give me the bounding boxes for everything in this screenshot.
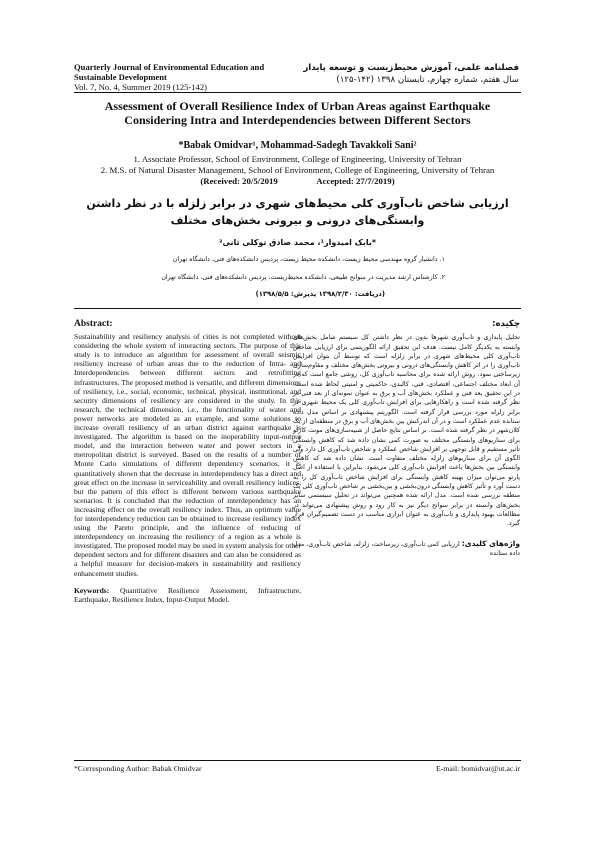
section-rule	[74, 308, 521, 309]
journal-header-en	[74, 62, 304, 92]
abstract-title-fa: چکیده:	[492, 319, 520, 329]
journal-name-fa: فصلنامه علمی، آموزش محیط‌زیست و توسعه پایدار	[303, 63, 519, 73]
paper-title-en: Assessment of Overall Resilience Index of Urban Areas against Earthquake Considering Intra and Interdependencies between Different Sectors	[104, 99, 491, 127]
journal-volume-en: Vol. 7, No. 4, Summer 2019 (125-142)	[74, 82, 208, 92]
keywords-label-en: Keywords:	[74, 585, 110, 595]
accepted-date-en: Accepted: 27/7/2019)	[316, 176, 395, 186]
abstract-fa	[293, 320, 520, 558]
affiliation-1-fa: ۱. دانشیار گروه مهندسی محیط زیست، دانشکده محیط زیست، پردیس دانشکده‌های فنی، دانشگاه تهران	[172, 256, 445, 263]
received-date-en: (Received: 20/5/2019	[200, 176, 278, 186]
footer-rule	[74, 760, 521, 761]
abstract-title-en: Abstract:	[74, 319, 113, 329]
affiliation-2-en: 2. M.S. of Natural Disaster Management, School of Environment, College of Engineering, University of Tehran	[100, 165, 495, 175]
keywords-label-fa: واژه‌های کلیدی:	[461, 538, 520, 548]
journal-header-fa	[289, 62, 519, 86]
header-rule	[74, 92, 521, 93]
paper-title-fa: ارزیابی شاخص تاب‌آوری کلی محیط‌های شهری در برابر زلزله با در نظر داشتن وابستگی‌های درونی و بیرونی بخش‌های مختلف	[86, 197, 509, 227]
journal-volume-fa: سال هفتم، شماره چهارم، تابستان ۱۳۹۸ (۱۴۲-۱۲۵)	[336, 75, 519, 85]
journal-name-en: Quarterly Journal of Environmental Education and Sustainable Development	[74, 62, 265, 82]
dates-fa: (دریافت: ۱۳۹۸/۲/۳۰ پذیرش: ۱۳۹۸/۵/۵)	[255, 290, 385, 298]
corresponding-author: *Corresponding Author: Babak Omidvar	[74, 764, 202, 773]
authors-fa: *بابک امیدوار¹، محمد صادق توکلی ثانی²	[218, 238, 377, 247]
email: E-mail: bomidvar@ut.ac.ir	[435, 764, 520, 773]
authors-en: *Babak Omidvar¹, Mohammad-Sadegh Tavakkoli Sani²	[178, 140, 417, 151]
abstract-text-en: Sustainability and resiliency analysis of cities is not completed without considering the whole system of interacting sectors. The purpose of this study is to introduce an algorithm for assessment of overall seismic resiliency increase of urban areas due to the reduction of Intra- and Interdependencies between different sectors and retrofitting infrastructures. The proposed method is versatile, and different dimensions of resiliency, i.e., social, economic, technical, physical, institutional, and security dimensions of resiliency are considered in the study. In this research, the technical dimension, i.e., the functionality of water and power networks are modeled as an example, and some solutions to increase overall resiliency of an urban district against earthquake is investigated. The algorithm is based on the inoperability input-output model, and the interaction between water and power sectors in a metropolitan district is surveyed. Based on the results of a number of Monte Carlo simulations of different dependency scenarios, it is quantitatively shown that the decrease in interdependency has a direct and great effect on the increase in serviceability and overall resiliency indices, but the pattern of this effect is different between various earthquake scenarios. It is concluded that the reduction of interdependency has an increasing effect on the overall resiliency index. Thus, an optimum value for interdependency reduction can be obtained to increase resiliency index using the Pareto principle, and the influence of reducing of interdependency on increasing the resiliency of a region as a whole is investigated. The proposed model may be used in system analysis for other dependent sectors and for different disasters and can also be considered as a helpful measure for decision-makers in sustainability and resiliency enhancement studies.	[74, 332, 301, 578]
keywords-fa	[293, 539, 520, 559]
keywords-text-fa: ارزیابی کمی تاب‌آوری، زیرساخت، زلزله، شاخص تاب‌آوری، مدل داده ستانده	[293, 540, 520, 557]
dates-en	[74, 176, 521, 187]
abstract-en	[74, 320, 301, 604]
keywords-text-en: Quantitative Resilience Assessment, Infrastructure, Earthquake, Resilience Index, Input-Output Model.	[74, 585, 301, 604]
abstract-text-fa: تحلیل پایداری و تاب‌آوری شهرها بدون در نظر داشتن کل سیستم شامل بخش‌های وابسته به یکدیگر کامل نیست. هدف این تحقیق ارائه الگوریتمی برای ارزیابی شاخص تاب‌آوری کلی محیط‌های شهری در برابر زلزله است که توسط آن بتوان افزایش تاب‌آوری را در اثر کاهش وابستگی‌های درونی و بیرونی بخش‌های مختلف و مقاوم‌سازی زیرساختی نمود. روش ارائه شده برای محاسبه تاب‌آوری کل، روشی جامع است که در آن ابعاد مختلف اجتماعی، اقتصادی، فنی، کالبدی، حاکمیتی و امنیتی لحاظ شده است. در این تحقیق بعد فنی و عملکرد بخش‌های آب و برق به عنوان نمونه‌ای از بعد فنی در نظر گرفته شده است و راهکارهایی برای افزایش تاب‌آوری کلی یک محیط شهری در برابر زلزله مورد بررسی قرار گرفته است. الگوریتم پیشنهادی بر اساس مدل داده ستانده عدم عملکرد است و در آن اندرکنش بین بخش‌های آب و برق در منطقه‌ای از یک کلان‌شهر در نظر گرفته شده است. بر اساس نتایج حاصل از شبیه‌سازی‌های مونت کارلو برای سناریوهای وابستگی مختلف به صورت کمی نشان داده شد که کاهش وابستگی تأثیر مستقیم و قابل توجهی بر افزایش شاخص عملکرد و شاخص تاب‌آوری کل دارد ولی الگوی آن برای سناریوهای زلزله مختلف متفاوت است. نشان داده شد که کاهش وابستگی بین بخش‌ها باعث افزایش تاب‌آوری کلی می‌شود. بنابراین با استفاده از اصل پارتو می‌توان میزان بهینه کاهش وابستگی برای افزایش شاخص تاب‌آوری کل را به دست آورد و تأثیر کاهش وابستگی درون‌بخشی و بین‌بخشی بر شاخص تاب‌آوری کلی یک منطقه بررسی شده است. مدل ارائه شده همچنین می‌تواند در تحلیل سیستمی سایر بخش‌های وابسته در برابر سوانح دیگر نیز به کار رود و روش پیشنهادی می‌تواند در مطالعات بهبود پایداری و تاب‌آوری به عنوان ابزاری مناسب در دست تصمیم‌گیران قرار گیرد.	[293, 334, 520, 528]
keywords-en	[74, 586, 301, 604]
affiliation-2-fa: ۲. کارشناس ارشد مدیریت در سوانح طبیعی، دانشکده محیط‌زیست، پردیس دانشکده‌های فنی، دانشگاه تهران	[161, 274, 445, 281]
affiliation-1-en: 1. Associate Professor, School of Environment, College of Engineering, University of Tehran	[133, 154, 462, 164]
